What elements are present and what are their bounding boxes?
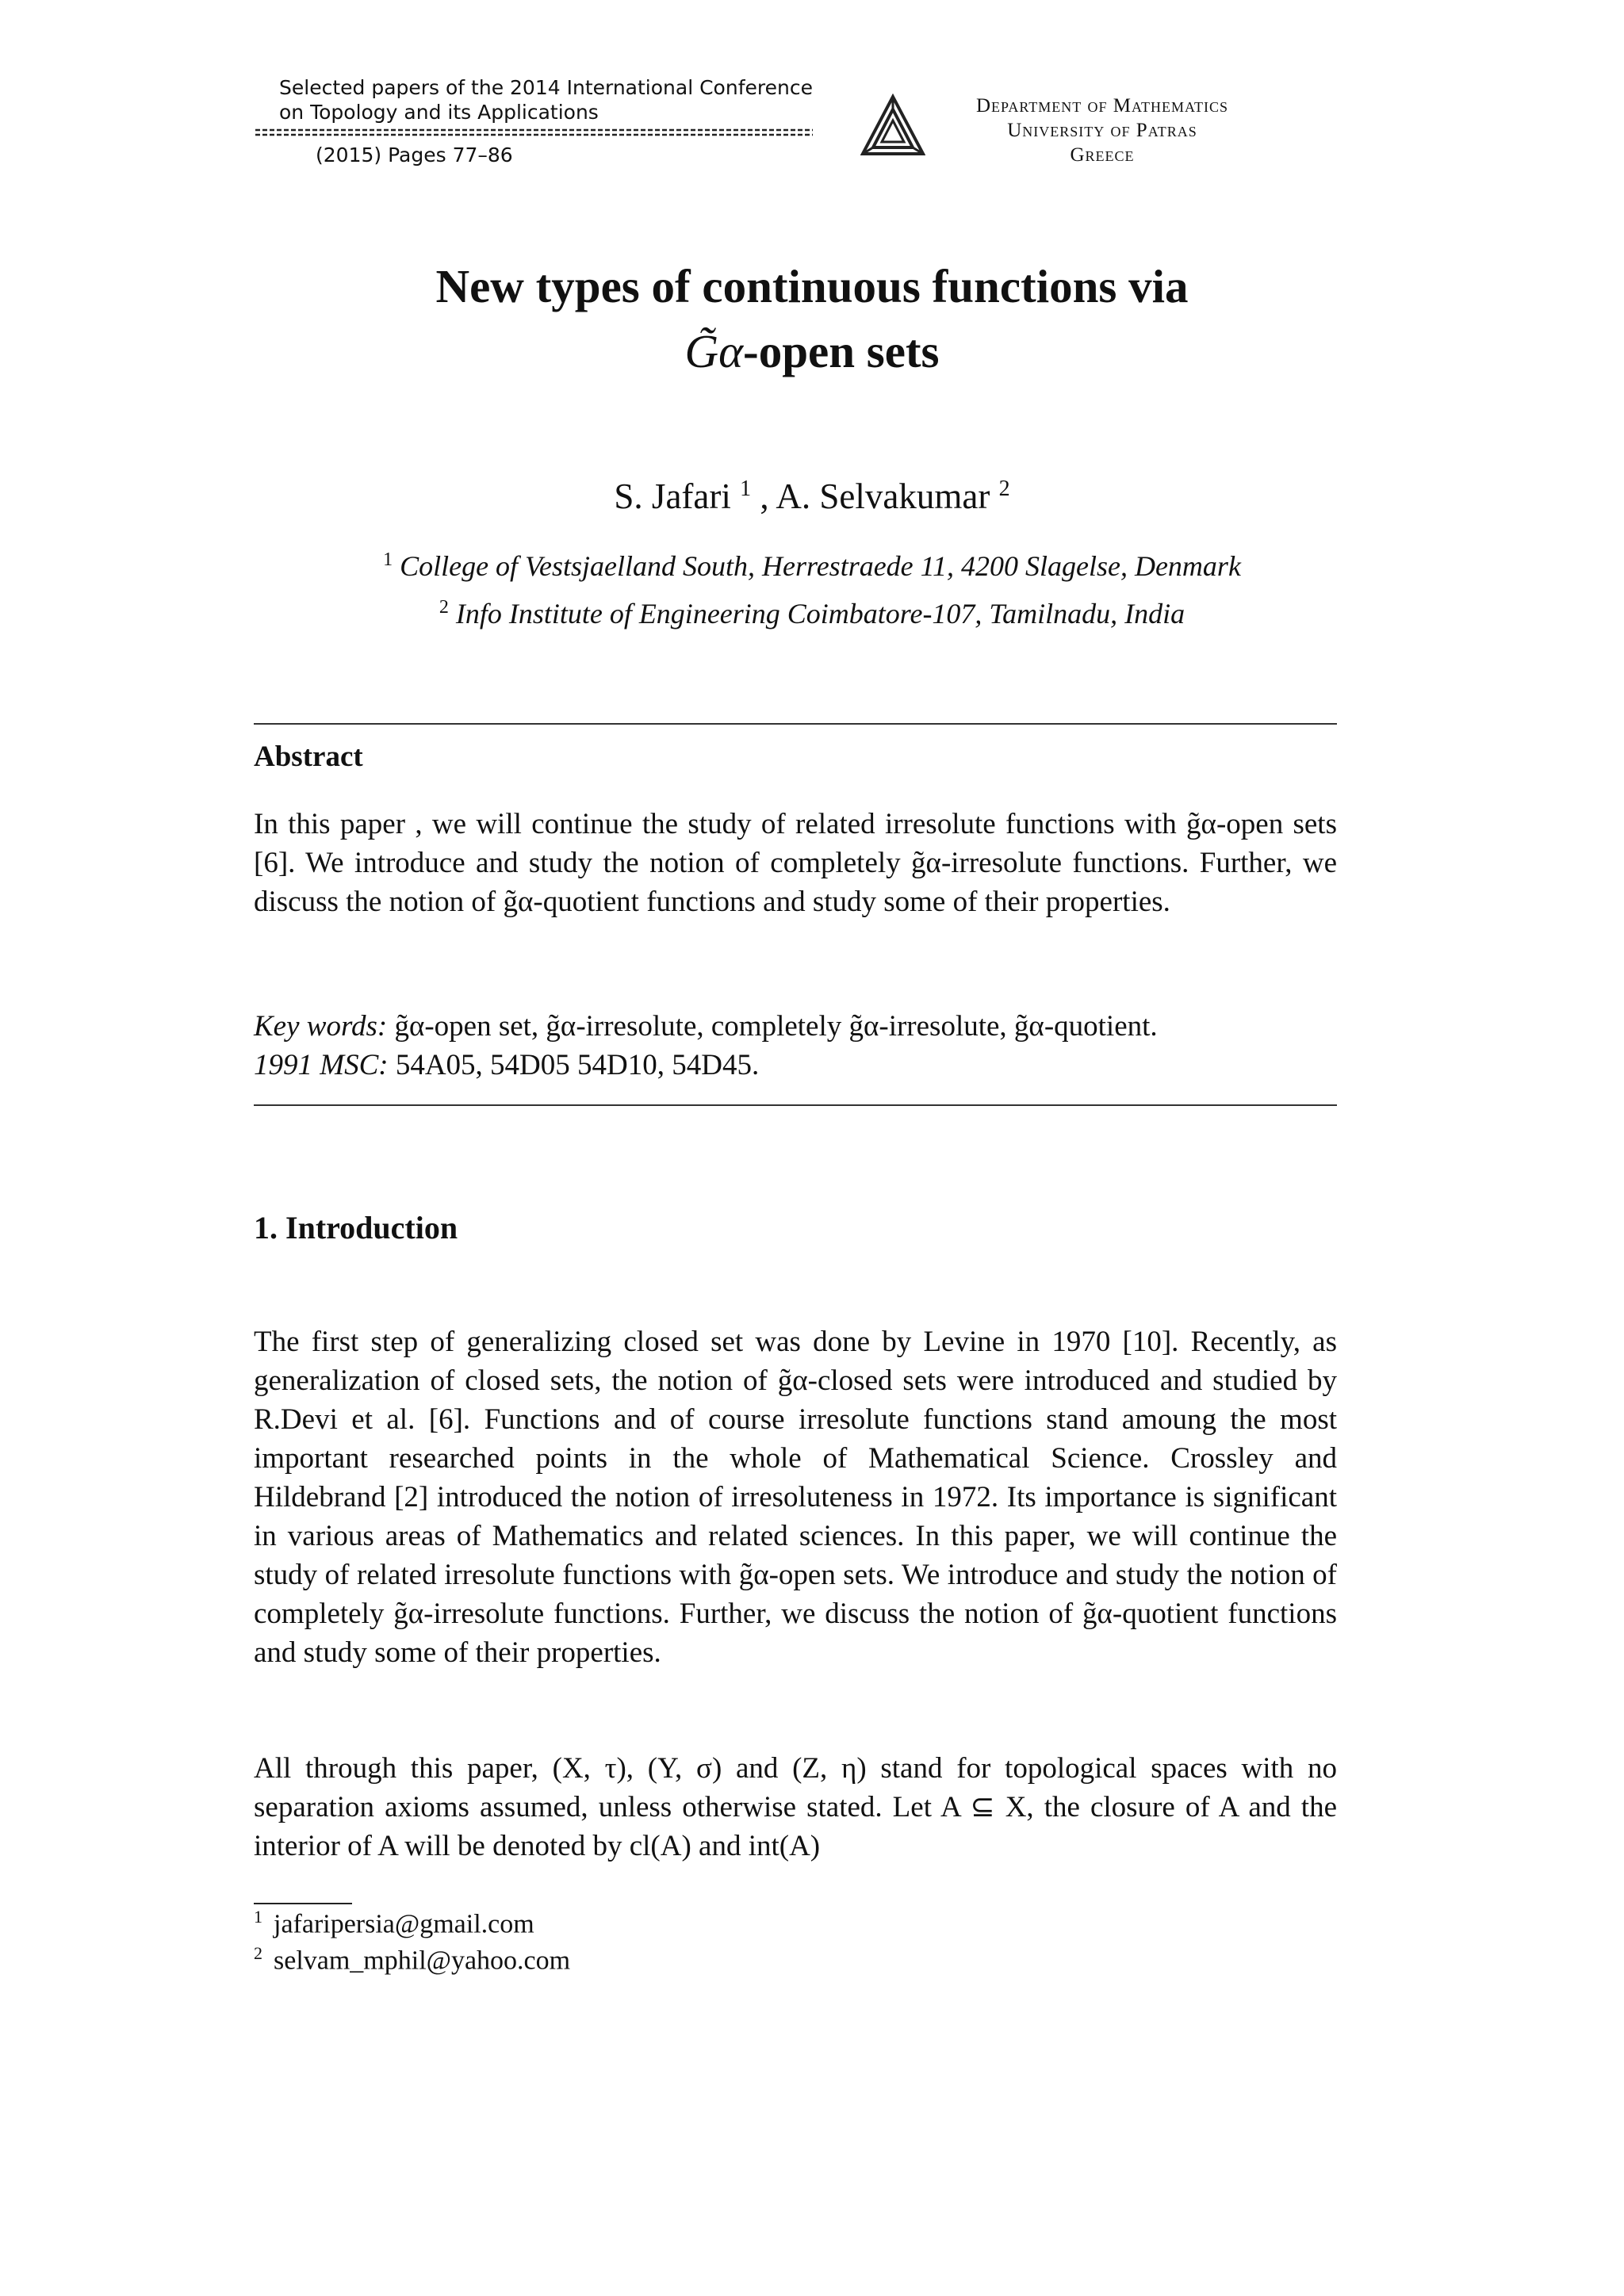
- department-line-1: Department of Mathematics: [975, 95, 1229, 117]
- keywords: [254, 1007, 1337, 1046]
- author-1: S. Jafari: [614, 476, 731, 516]
- author-1-sup: 1: [740, 476, 752, 501]
- intro-paragraph-2: All through this paper, (X, τ), (Y, σ) and (Z, η) stand for topological spaces with no separation axioms assumed, unless otherwise stated. Let A ⊆ X, the closure of A and the interior of A will be denoted by cl(A) and int(A): [254, 1752, 1337, 1862]
- msc: [254, 1046, 1337, 1085]
- footnote-1-email: jafaripersia@gmail.com: [274, 1909, 534, 1939]
- header-dashed-rule: [255, 128, 813, 137]
- authors: [0, 476, 1624, 517]
- affiliation-1-text: College of Vestsjaelland South, Herrestraede 11, 4200 Slagelse, Denmark: [400, 550, 1241, 582]
- abstract-bottom-rule: [254, 1104, 1337, 1106]
- department-line-3: Greece: [1070, 144, 1135, 166]
- conference-line-1: Selected papers of the 2014 International Conference: [279, 76, 813, 99]
- title-line-2: [0, 319, 1624, 384]
- keywords-label: Key words:: [254, 1010, 388, 1043]
- affiliation-2-sup: 2: [439, 597, 449, 618]
- department-line-2: University of Patras: [1007, 120, 1197, 141]
- abstract-top-rule: [254, 723, 1337, 725]
- title-math: G̃α: [684, 325, 744, 377]
- footnote-1-sup: 1: [254, 1907, 262, 1927]
- affiliation-2-text: Info Institute of Engineering Coimbatore-107, Tamilnadu, India: [455, 598, 1185, 629]
- pages-info: (2015) Pages 77–86: [316, 144, 513, 166]
- conference-line-2: on Topology and its Applications: [279, 101, 599, 124]
- msc-label: 1991 MSC:: [254, 1049, 389, 1081]
- affiliation-1-sup: 1: [383, 549, 393, 570]
- footnote-2: [254, 1943, 570, 1976]
- keywords-text: g̃α-open set, g̃α-irresolute, completely g̃α-irresolute, g̃α-quotient.: [394, 1010, 1158, 1043]
- footnote-rule: [254, 1903, 352, 1904]
- abstract-text: In this paper , we will continue the study of related irresolute functions with g̃α-open sets [6]. We introduce and study the notion of completely g̃α-irresolute functions. Further, we discuss the notion of g̃α-quotient functions and study some of their properties.: [254, 808, 1337, 918]
- msc-text: 54A05, 54D05 54D10, 54D45.: [395, 1049, 760, 1081]
- author-2: A. Selvakumar: [776, 476, 990, 516]
- section-heading-introduction: 1. Introduction: [254, 1210, 458, 1246]
- affiliation-2: [0, 597, 1624, 630]
- author-2-sup: 2: [998, 476, 1010, 501]
- title-line-1: New types of continuous functions via: [435, 260, 1189, 312]
- footnote-2-email: selvam_mphil@yahoo.com: [274, 1946, 571, 1976]
- intro-paragraph-1: The first step of generalizing closed set was done by Levine in 1970 [10]. Recently, as generalization of closed sets, the notion of g̃α-closed sets were introduced and studied by R.Devi et al. [6]. Functions and of course irresolute functions stand amoung the most important researched points in the whole of Mathematical Science. Crossley and Hildebrand [2] introduced the notion of irresoluteness in 1972. Its importance is significant in various areas of Mathematics and related sciences. In this paper, we will continue the study of related irresolute functions with g̃α-open sets. We introduce and study the notion of completely g̃α-irresolute functions. Further, we discuss the notion of g̃α-quotient functions and study some of their properties.: [254, 1326, 1337, 1669]
- paper-title: [0, 254, 1624, 384]
- department-info: [912, 94, 1293, 167]
- author-separator: ,: [760, 476, 769, 516]
- footnote-2-sup: 2: [254, 1943, 262, 1963]
- footnote-1: [254, 1907, 534, 1939]
- affiliation-1: [0, 549, 1624, 583]
- abstract-heading: Abstract: [254, 740, 363, 773]
- title-line-2-suffix: -open sets: [743, 325, 940, 377]
- conference-info: [279, 75, 813, 124]
